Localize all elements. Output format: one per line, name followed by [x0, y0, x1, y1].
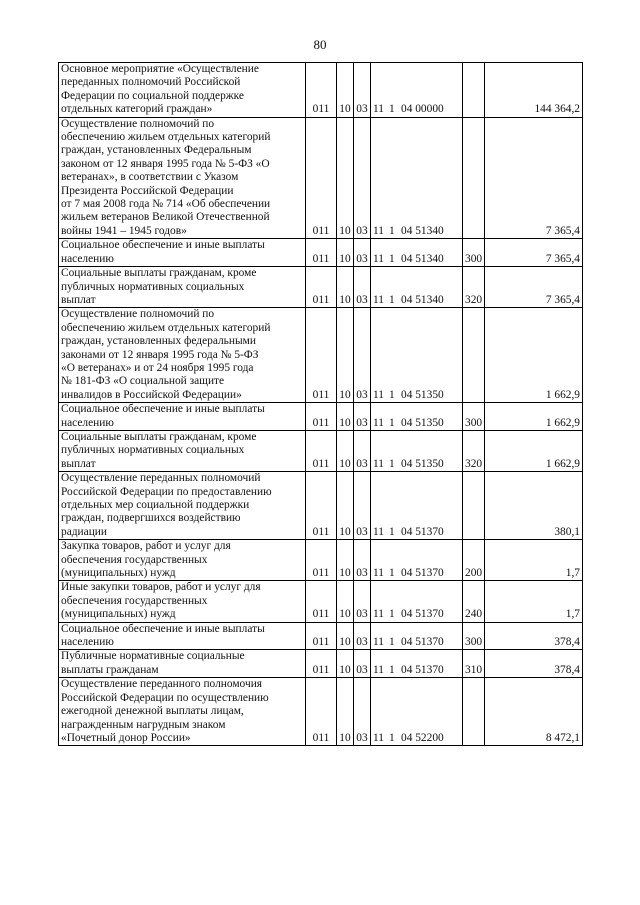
row-name-line: от 7 мая 2008 года № 714 «Об обеспечении [61, 198, 271, 211]
target-article-part: 1 [389, 525, 395, 538]
target-article-cell [371, 540, 463, 581]
section-code-cell: 10 [337, 581, 354, 622]
row-name-line: № 181-ФЗ «О социальной защите [61, 375, 225, 388]
target-article-cell [371, 472, 463, 540]
row-name-line: выплат [61, 293, 96, 306]
expense-type-cell [463, 117, 485, 239]
expense-type-cell: 320 [463, 267, 485, 308]
ministry-code-cell: 011 [306, 63, 337, 118]
row-name-line: инвалидов в Российской Федерации» [61, 388, 242, 401]
target-article-part: 1 [389, 224, 395, 237]
table-row [59, 678, 583, 746]
row-name-line: отдельных категорий граждан» [61, 103, 213, 116]
row-name-line: «О ветеранах» и от 24 ноября 1995 года [61, 361, 254, 374]
row-name-line: Социальное обеспечение и иные выплаты [61, 403, 265, 416]
expense-type-cell: 300 [463, 622, 485, 650]
target-article-part: 11 [373, 608, 384, 621]
row-name-line: населению [61, 252, 114, 265]
target-article-part: 1 [389, 252, 395, 265]
target-article-part: 04 51340 [401, 293, 444, 306]
amount-cell: 380,1 [485, 472, 583, 540]
row-name-line: граждан, установленных Федеральным [61, 144, 252, 157]
target-article-part: 11 [373, 663, 384, 676]
row-name-line: Российской Федерации по осуществлению [61, 691, 269, 704]
row-name-cell [59, 308, 306, 403]
target-article-part: 11 [373, 567, 384, 580]
row-name-cell [59, 581, 306, 622]
amount-cell: 7 365,4 [485, 267, 583, 308]
ministry-code-cell: 011 [306, 540, 337, 581]
ministry-code-cell: 011 [306, 239, 337, 267]
subsection-code-cell: 03 [354, 540, 371, 581]
row-name-line: публичных нормативных социальных [61, 280, 245, 293]
row-name-cell [59, 472, 306, 540]
target-article-part: 11 [373, 731, 384, 744]
row-name-cell [59, 403, 306, 431]
row-name-line: обеспечения государственных [61, 594, 208, 607]
table-row [59, 63, 583, 118]
subsection-code-cell: 03 [354, 430, 371, 471]
expense-type-cell: 320 [463, 430, 485, 471]
amount-cell: 7 365,4 [485, 239, 583, 267]
expense-type-cell: 240 [463, 581, 485, 622]
row-name-line: радиации [61, 525, 107, 538]
page-number: 80 [313, 37, 327, 52]
section-code-cell: 10 [337, 308, 354, 403]
target-article-part: 11 [373, 525, 384, 538]
ministry-code-cell: 011 [306, 650, 337, 678]
target-article-part: 1 [389, 663, 395, 676]
row-name-line: «Почетный донор России» [61, 731, 191, 744]
target-article-part: 11 [373, 416, 384, 429]
row-name-line: войны 1941 – 1945 годов» [61, 224, 187, 237]
subsection-code-cell: 03 [354, 650, 371, 678]
amount-cell: 8 472,1 [485, 678, 583, 746]
section-code-cell: 10 [337, 622, 354, 650]
target-article-part: 04 51350 [401, 416, 444, 429]
target-article-cell [371, 430, 463, 471]
subsection-code-cell: 03 [354, 63, 371, 118]
target-article-cell [371, 650, 463, 678]
amount-cell: 7 365,4 [485, 117, 583, 239]
row-name-line: населению [61, 636, 114, 649]
row-name-line: ежегодной денежной выплаты лицам, [61, 705, 244, 718]
target-article-part: 11 [373, 252, 384, 265]
target-article-part: 04 51350 [401, 457, 444, 470]
expense-type-cell [463, 678, 485, 746]
row-name-line: Российской Федерации по предоставлению [61, 485, 272, 498]
row-name-line: законом от 12 января 1995 года № 5-ФЗ «О [61, 157, 270, 170]
target-article-part: 04 51370 [401, 567, 444, 580]
row-name-line: Социальное обеспечение и иные выплаты [61, 239, 265, 252]
row-name-line: Осуществление полномочий по [61, 308, 215, 321]
row-name-line: публичных нормативных социальных [61, 444, 245, 457]
target-article-part: 1 [389, 293, 395, 306]
target-article-cell [371, 581, 463, 622]
amount-cell: 378,4 [485, 622, 583, 650]
expense-type-cell [463, 472, 485, 540]
expense-type-cell: 200 [463, 540, 485, 581]
ministry-code-cell: 011 [306, 678, 337, 746]
expense-type-cell [463, 308, 485, 403]
target-article-part: 04 51340 [401, 224, 444, 237]
table-row [59, 622, 583, 650]
amount-cell: 144 364,2 [485, 63, 583, 118]
row-name-line: Закупка товаров, работ и услуг для [61, 540, 231, 553]
target-article-cell [371, 403, 463, 431]
target-article-part: 1 [389, 567, 395, 580]
target-article-cell [371, 239, 463, 267]
target-article-cell [371, 63, 463, 118]
table-row [59, 117, 583, 239]
row-name-line: обеспечению жильем отдельных категорий [61, 131, 271, 144]
row-name-cell [59, 650, 306, 678]
subsection-code-cell: 03 [354, 239, 371, 267]
amount-cell: 1,7 [485, 581, 583, 622]
target-article-cell [371, 678, 463, 746]
budget-table [58, 62, 583, 746]
row-name-cell [59, 540, 306, 581]
target-article-part: 1 [389, 457, 395, 470]
section-code-cell: 10 [337, 540, 354, 581]
row-name-line: Осуществление переданных полномочий [61, 472, 261, 485]
target-article-part: 04 51370 [401, 636, 444, 649]
target-article-cell [371, 117, 463, 239]
amount-cell: 378,4 [485, 650, 583, 678]
subsection-code-cell: 03 [354, 403, 371, 431]
target-article-part: 1 [389, 103, 395, 116]
section-code-cell: 10 [337, 63, 354, 118]
row-name-line: населению [61, 416, 114, 429]
section-code-cell: 10 [337, 403, 354, 431]
target-article-part: 04 00000 [401, 103, 444, 116]
target-article-part: 11 [373, 457, 384, 470]
ministry-code-cell: 011 [306, 267, 337, 308]
section-code-cell: 10 [337, 430, 354, 471]
table-row [59, 308, 583, 403]
target-article-cell [371, 622, 463, 650]
subsection-code-cell: 03 [354, 622, 371, 650]
subsection-code-cell: 03 [354, 267, 371, 308]
target-article-part: 1 [389, 416, 395, 429]
row-name-line: Социальные выплаты гражданам, кроме [61, 430, 257, 443]
expense-type-cell: 300 [463, 403, 485, 431]
section-code-cell: 10 [337, 650, 354, 678]
target-article-part: 1 [389, 608, 395, 621]
table-row [59, 239, 583, 267]
table-row [59, 581, 583, 622]
row-name-line: выплаты гражданам [61, 663, 159, 676]
target-article-part: 1 [389, 731, 395, 744]
table-row [59, 540, 583, 581]
row-name-line: граждан, установленных федеральными [61, 335, 256, 348]
table-row [59, 267, 583, 308]
target-article-part: 11 [373, 224, 384, 237]
row-name-line: Федерации по социальной поддержке [61, 89, 244, 102]
target-article-part: 04 51370 [401, 608, 444, 621]
ministry-code-cell: 011 [306, 403, 337, 431]
target-article-cell [371, 267, 463, 308]
row-name-line: выплат [61, 457, 96, 470]
table-row [59, 472, 583, 540]
row-name-line: Иные закупки товаров, работ и услуг для [61, 581, 261, 594]
row-name-line: Социальные выплаты гражданам, кроме [61, 267, 257, 280]
row-name-line: ветеранах», в соответствии с Указом [61, 171, 239, 184]
section-code-cell: 10 [337, 472, 354, 540]
row-name-cell [59, 430, 306, 471]
target-article-part: 11 [373, 293, 384, 306]
subsection-code-cell: 03 [354, 117, 371, 239]
section-code-cell: 10 [337, 239, 354, 267]
target-article-part: 04 51350 [401, 388, 444, 401]
row-name-cell [59, 267, 306, 308]
section-code-cell: 10 [337, 117, 354, 239]
row-name-line: Основное мероприятие «Осуществление [61, 63, 259, 75]
subsection-code-cell: 03 [354, 472, 371, 540]
row-name-line: отдельных мер социальной поддержки [61, 499, 250, 511]
ministry-code-cell: 011 [306, 581, 337, 622]
row-name-line: (муниципальных) нужд [61, 567, 176, 580]
row-name-line: Осуществление полномочий по [61, 117, 215, 130]
row-name-line: Публичные нормативные социальные [61, 650, 245, 663]
row-name-line: жильем ветеранов Великой Отечественной [61, 211, 270, 224]
ministry-code-cell: 011 [306, 430, 337, 471]
row-name-line: переданных полномочий Российской [61, 76, 241, 89]
row-name-line: Социальное обеспечение и иные выплаты [61, 622, 265, 635]
ministry-code-cell: 011 [306, 472, 337, 540]
ministry-code-cell: 011 [306, 117, 337, 239]
subsection-code-cell: 03 [354, 678, 371, 746]
row-name-line: обеспечению жильем отдельных категорий [61, 321, 271, 334]
row-name-line: Президента Российской Федерации [61, 184, 234, 197]
expense-type-cell: 310 [463, 650, 485, 678]
target-article-part: 11 [373, 636, 384, 649]
amount-cell: 1 662,9 [485, 308, 583, 403]
target-article-cell [371, 308, 463, 403]
row-name-line: законами от 12 января 1995 года № 5-ФЗ [61, 348, 259, 361]
row-name-line: награжденным нагрудным знаком [61, 718, 226, 731]
section-code-cell: 10 [337, 678, 354, 746]
target-article-part: 04 51340 [401, 252, 444, 265]
subsection-code-cell: 03 [354, 308, 371, 403]
amount-cell: 1 662,9 [485, 430, 583, 471]
row-name-cell [59, 678, 306, 746]
row-name-cell [59, 622, 306, 650]
target-article-part: 04 52200 [401, 731, 444, 744]
target-article-part: 04 51370 [401, 663, 444, 676]
row-name-line: (муниципальных) нужд [61, 608, 176, 621]
expense-type-cell: 300 [463, 239, 485, 267]
subsection-code-cell: 03 [354, 581, 371, 622]
table-row [59, 650, 583, 678]
row-name-line: Осуществление переданного полномочия [61, 678, 263, 691]
row-name-cell [59, 239, 306, 267]
target-article-part: 04 51370 [401, 525, 444, 538]
ministry-code-cell: 011 [306, 308, 337, 403]
row-name-cell [59, 63, 306, 118]
table-row [59, 430, 583, 471]
section-code-cell: 10 [337, 267, 354, 308]
row-name-line: обеспечения государственных [61, 553, 208, 566]
amount-cell: 1 662,9 [485, 403, 583, 431]
target-article-part: 1 [389, 388, 395, 401]
amount-cell: 1,7 [485, 540, 583, 581]
expense-type-cell [463, 63, 485, 118]
target-article-part: 1 [389, 636, 395, 649]
row-name-line: граждан, подвергшихся воздействию [61, 512, 241, 525]
ministry-code-cell: 011 [306, 622, 337, 650]
target-article-part: 11 [373, 103, 384, 116]
target-article-part: 11 [373, 388, 384, 401]
table-row [59, 403, 583, 431]
row-name-cell [59, 117, 306, 239]
